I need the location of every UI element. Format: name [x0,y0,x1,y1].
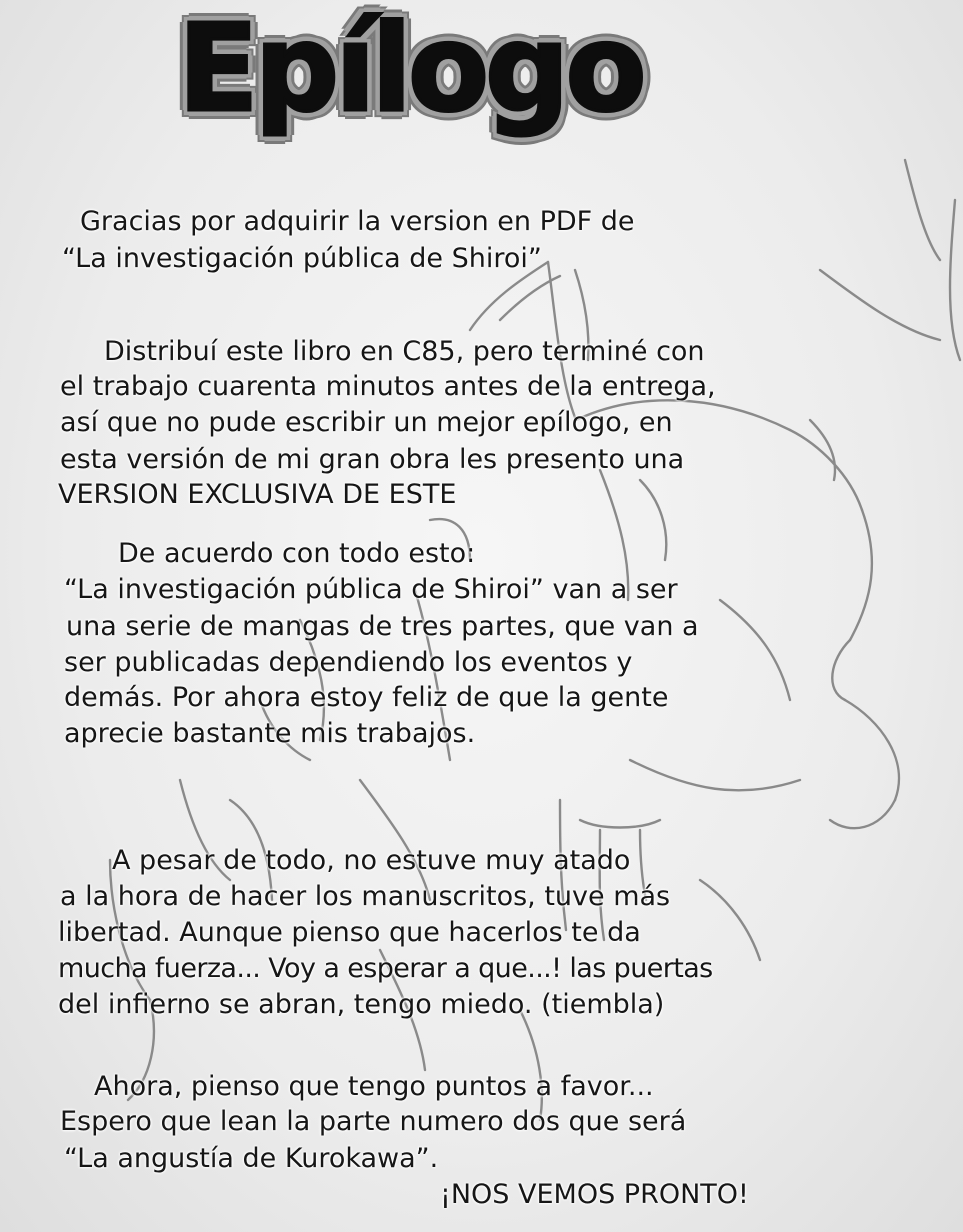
paragraph-1-line-2: “La investigación pública de Shiroi” [62,243,542,274]
paragraph-5-line-2: Espero que lean la parte numero dos que será [60,1106,687,1137]
paragraph-3-line-2: “La investigación pública de Shiroi” van a ser [64,574,678,605]
paragraph-3-line-5: demás. Por ahora estoy feliz de que la gente [64,682,669,713]
paragraph-2-line-1: Distribuí este libro en C85, pero terminé con [104,336,705,367]
paragraph-3-line-3: una serie de mangas de tres partes, que van a [66,611,699,642]
paragraph-4-line-3: libertad. Aunque pienso que hacerlos te da [58,917,641,948]
paragraph-1-line-1: Gracias por adquirir la version en PDF de [80,206,635,237]
paragraph-2-line-4: esta versión de mi gran obra les presento una [60,444,685,475]
paragraph-3-line-6: aprecie bastante mis trabajos. [64,718,476,749]
paragraph-5-line-3: “La angustía de Kurokawa”. [64,1143,439,1174]
paragraph-4-line-2: a la hora de hacer los manuscritos, tuve más [60,881,671,912]
paragraph-5-line-4: ¡NOS VEMOS PRONTO! [440,1179,749,1210]
paragraph-5-line-1: Ahora, pienso que tengo puntos a favor... [94,1071,654,1102]
paragraph-2-line-2: el trabajo cuarenta minutos antes de la entrega, [60,371,716,402]
paragraph-2-line-3: así que no pude escribir un mejor epílogo, en [60,407,673,438]
paragraph-3-line-4: ser publicadas dependiendo los eventos y [64,647,633,678]
paragraph-4-line-4: mucha fuerza... Voy a esperar a que...! las puertas [58,953,713,984]
paragraph-4-line-5: del infierno se abran, tengo miedo. (tiembla) [58,989,665,1020]
paragraph-3-line-1: De acuerdo con todo esto: [118,538,476,569]
page-title: Epílogo [178,0,643,139]
paragraph-2-line-5: VERSION EXCLUSIVA DE ESTE [58,479,457,510]
paragraph-4-line-1: A pesar de todo, no estuve muy atado [112,845,631,876]
